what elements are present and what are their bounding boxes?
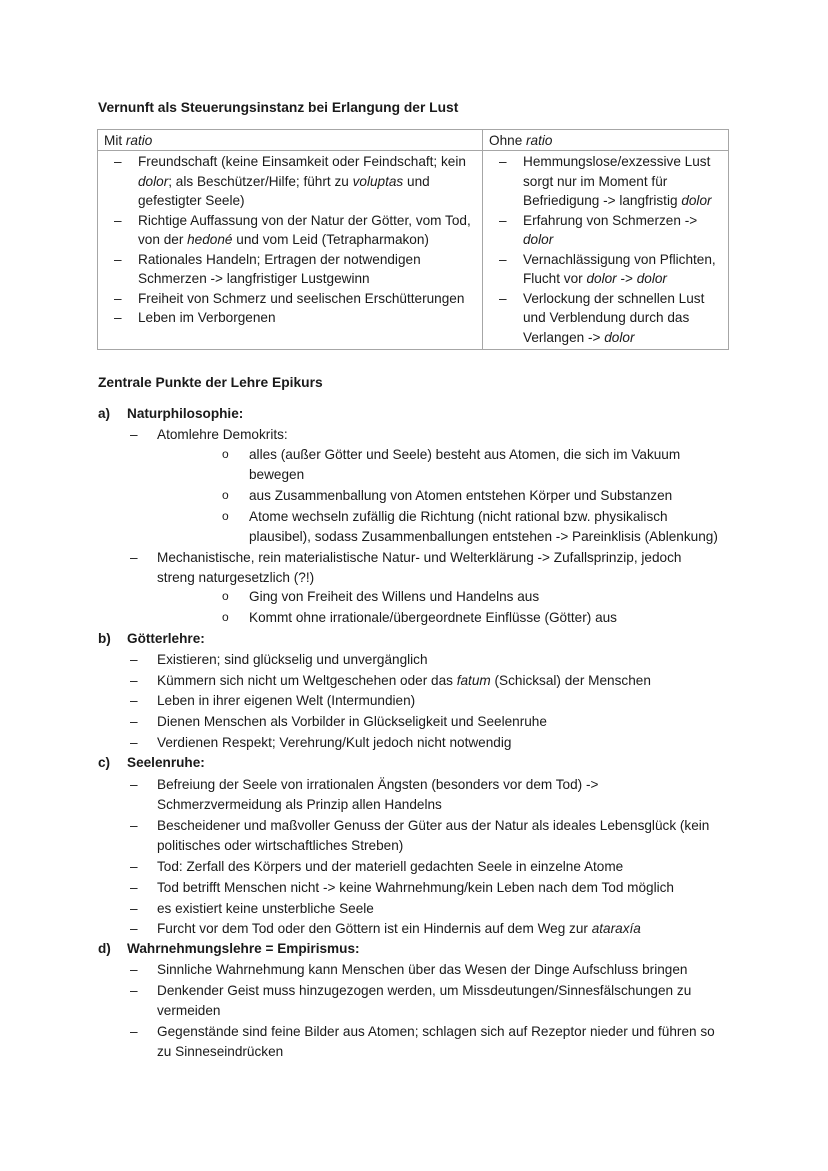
header-ohne-text: Ohne [489,133,527,148]
list-item: – Denkender Geist muss hinzugezogen werden, um Missdeutungen/Sinnesfälschungen zu [157,981,737,1001]
sub-item-cont: bewegen [249,467,305,482]
list-item: – Leben in ihrer eigenen Welt (Intermundien) [157,691,737,711]
sub-item: o Kommt ohne irrationale/übergeordnete Einflüsse (Götter) aus [249,608,617,628]
header-mit-italic: ratio [125,133,153,148]
list-item-cont: vermeiden [157,1003,221,1018]
sub-item: o alles (außer Götter und Seele) besteht aus Atomen, die sich im Vakuum [249,445,680,465]
list-item: – Verlockung der schnellen Lust und Verblendung durch das Verlangen -> dolor [489,289,722,348]
sub-item: o aus Zusammenballung von Atomen entstehen Körper und Substanzen [249,486,672,506]
heading-zentrale-punkte: Zentrale Punkte der Lehre Epikurs [98,375,323,390]
section-label: c) [98,755,111,770]
list-item: – Verdienen Respekt; Verehrung/Kult jedoch nicht notwendig [157,733,737,753]
section-title: Seelenruhe: [127,755,205,770]
list-item: – Rationales Handeln; Ertragen der notwendigen Schmerzen -> langfristiger Lustgewinn [104,250,476,289]
list-item: – Tod: Zerfall des Körpers und der materiell gedachten Seele in einzelne Atome [157,857,737,877]
ratio-table [97,129,729,350]
list-item-cont: Schmerzvermeidung als Prinzip allen Handelns [157,797,442,812]
sub-item: o Atome wechseln zufällig die Richtung (nicht rational bzw. physikalisch [249,507,668,527]
section-label: d) [98,941,111,956]
ohne-ratio-cell [483,151,729,350]
mit-ratio-list [104,152,476,328]
list-item: – Richtige Auffassung von der Natur der Götter, vom Tod, von der hedoné und vom Leid (Tetrapharmakon) [104,211,476,250]
list-item-cont: politisches oder wirtschaftliches Streben) [157,838,404,853]
table-header-row [98,130,729,151]
list-item: – Atomlehre Demokrits: [157,425,737,445]
list-item: – Existieren; sind glückselig und unvergänglich [157,650,737,670]
section-b-heading [98,629,205,649]
section-title: Naturphilosophie: [127,406,244,421]
section-title: Wahrnehmungslehre = Empirismus: [127,941,360,956]
section-label: b) [98,631,111,646]
list-item: – Furcht vor dem Tod oder den Göttern ist ein Hindernis auf dem Weg zur ataraxía [157,919,737,939]
header-mit-text: Mit [104,133,126,148]
header-ohne-italic: ratio [526,133,553,148]
list-item: – Tod betrifft Menschen nicht -> keine Wahrnehmung/kein Leben nach dem Tod möglich [157,878,737,898]
list-item: – Freiheit von Schmerz und seelischen Erschütterungen [104,289,476,309]
list-item: – Befreiung der Seele von irrationalen Ängsten (besonders vor dem Tod) -> [157,775,737,795]
list-item: – Mechanistische, rein materialistische Natur- und Welterklärung -> Zufallsprinzip, jedoch [157,548,737,568]
list-item: – Gegenstände sind feine Bilder aus Atomen; schlagen sich auf Rezeptor nieder und führen so [157,1022,737,1042]
list-item: – Kümmern sich nicht um Weltgeschehen oder das fatum (Schicksal) der Menschen [157,671,737,691]
list-item: – Freundschaft (keine Einsamkeit oder Feindschaft; kein dolor; als Beschützer/Hilfe; führt zu voluptas und gefestigter Seele) [104,152,476,211]
list-item-cont: zu Sinneseindrücken [157,1044,284,1059]
section-label: a) [98,406,111,421]
heading-vernunft: Vernunft als Steuerungsinstanz bei Erlangung der Lust [98,100,459,115]
table-body-row [98,151,729,350]
section-c-heading [98,753,205,773]
mit-ratio-cell [98,151,483,350]
list-item: – Dienen Menschen als Vorbilder in Glückseligkeit und Seelenruhe [157,712,737,732]
sub-item-cont: plausibel), sodass Zusammenballungen entstehen -> Pareinklisis (Ablenkung) [249,529,718,544]
header-mit-ratio [98,130,483,151]
list-item: – Bescheidener und maßvoller Genuss der Güter aus der Natur als ideales Lebensglück (kein [157,816,737,836]
section-title: Götterlehre: [127,631,205,646]
list-item: – Hemmungslose/exzessive Lust sorgt nur im Moment für Befriedigung -> langfristig dolor [489,152,722,211]
section-a-heading [98,404,243,424]
ohne-ratio-list [489,152,722,347]
list-item: – Vernachlässigung von Pflichten, Flucht vor dolor -> dolor [489,250,722,289]
list-item: – Sinnliche Wahrnehmung kann Menschen über das Wesen der Dinge Aufschluss bringen [157,960,737,980]
header-ohne-ratio [483,130,729,151]
list-item: – Erfahrung von Schmerzen -> dolor [489,211,722,250]
list-item: – Leben im Verborgenen [104,308,476,328]
list-item: – es existiert keine unsterbliche Seele [157,899,737,919]
sub-item: o Ging von Freiheit des Willens und Handelns aus [249,587,539,607]
section-d-heading [98,939,360,959]
list-item-cont: streng naturgesetzlich (?!) [157,570,315,585]
